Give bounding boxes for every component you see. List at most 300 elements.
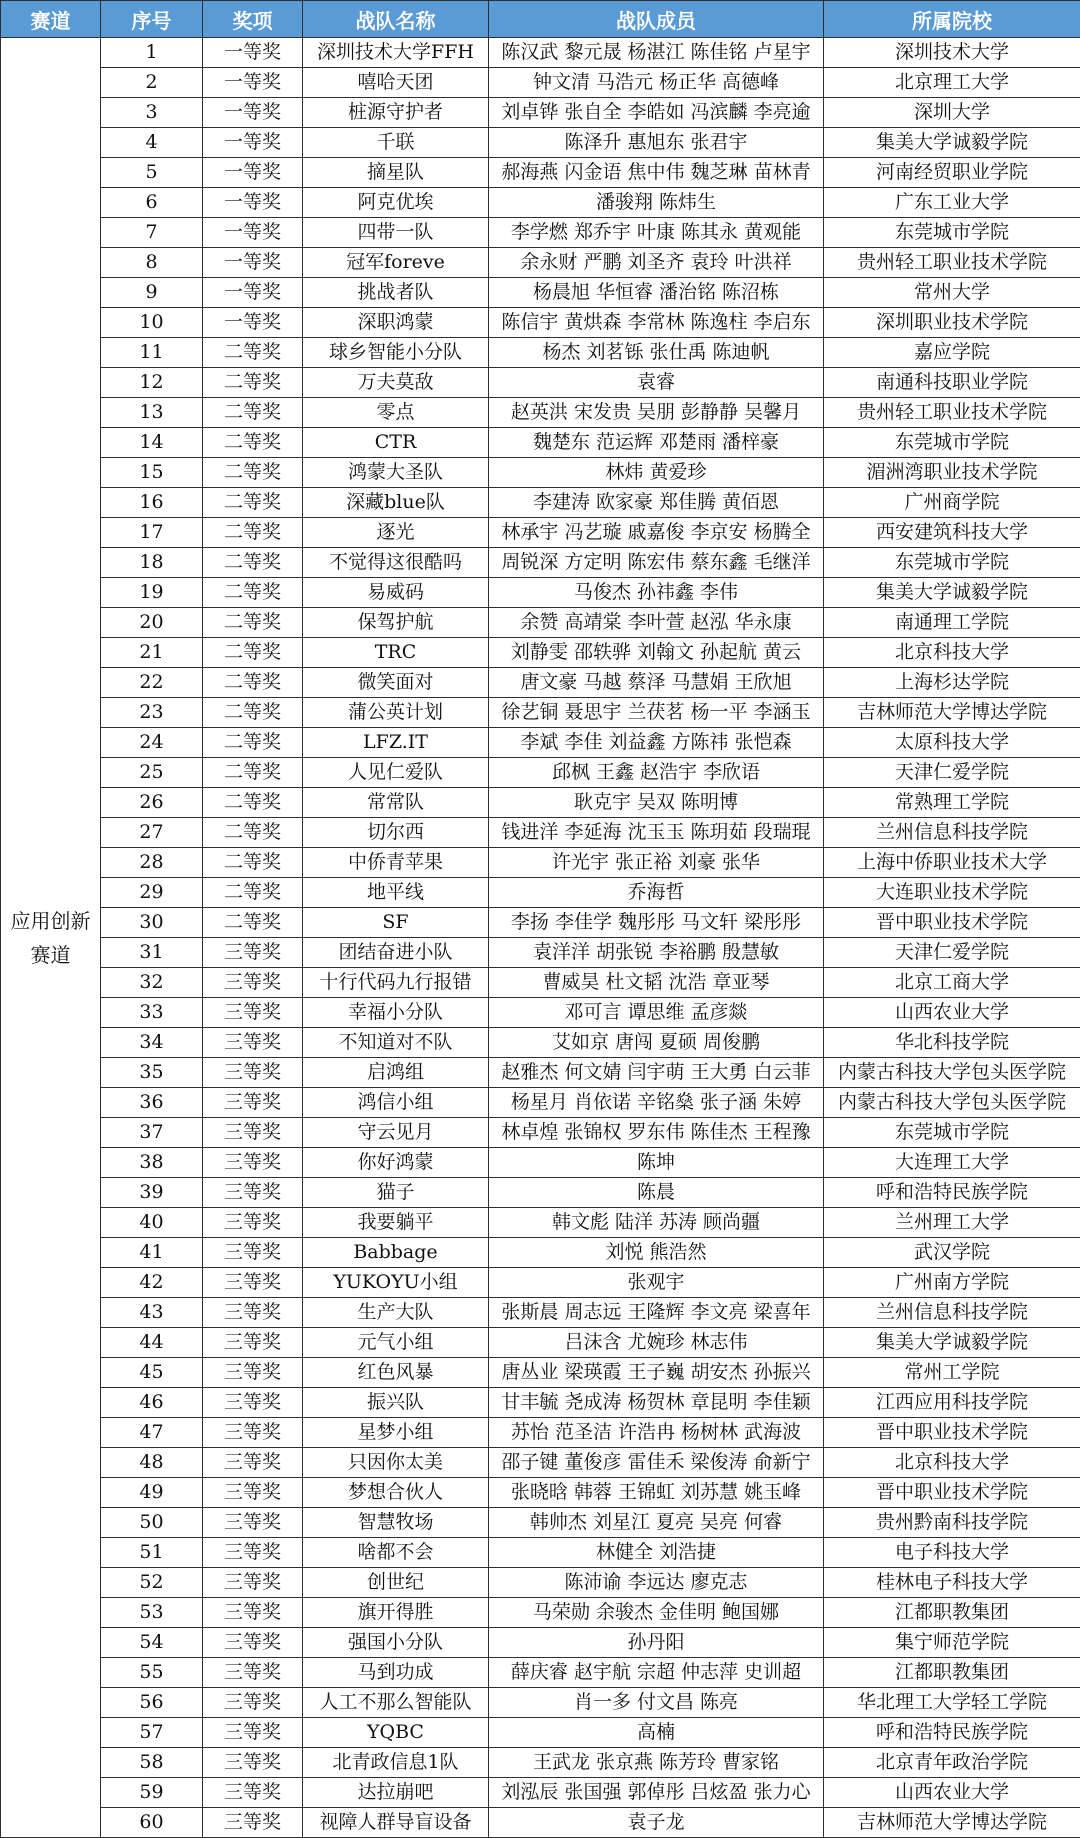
row-award: 三等奖 <box>203 1028 303 1058</box>
table-row <box>1 518 1080 548</box>
row-award: 一等奖 <box>203 278 303 308</box>
table-row <box>1 368 1080 398</box>
row-index: 27 <box>101 818 203 848</box>
row-school: 上海中侨职业技术大学 <box>824 848 1080 878</box>
row-index: 39 <box>101 1178 203 1208</box>
row-award: 二等奖 <box>203 578 303 608</box>
row-award: 二等奖 <box>203 368 303 398</box>
row-team-members: 袁洋洋 胡张锐 李裕鹏 殷慧敏 <box>489 938 824 968</box>
row-award: 三等奖 <box>203 1478 303 1508</box>
row-index: 7 <box>101 218 203 248</box>
table-row <box>1 1058 1080 1088</box>
row-team-members: 周锐深 方定明 陈宏伟 蔡东鑫 毛继洋 <box>489 548 824 578</box>
row-team-members: 马俊杰 孙祎鑫 李伟 <box>489 578 824 608</box>
row-team-name: 切尔西 <box>303 818 489 848</box>
row-team-name: 马到功成 <box>303 1658 489 1688</box>
row-index: 51 <box>101 1538 203 1568</box>
table-row <box>1 458 1080 488</box>
row-team-name: 团结奋进小队 <box>303 938 489 968</box>
table-row <box>1 38 1080 68</box>
row-school: 电子科技大学 <box>824 1538 1080 1568</box>
row-team-name: 蒲公英计划 <box>303 698 489 728</box>
row-index: 24 <box>101 728 203 758</box>
row-team-members: 魏楚东 范运辉 邓楚雨 潘梓豪 <box>489 428 824 458</box>
row-index: 4 <box>101 128 203 158</box>
row-award: 一等奖 <box>203 98 303 128</box>
row-school: 东莞城市学院 <box>824 428 1080 458</box>
row-team-name: 生产大队 <box>303 1298 489 1328</box>
table-row <box>1 818 1080 848</box>
row-index: 28 <box>101 848 203 878</box>
row-school: 太原科技大学 <box>824 728 1080 758</box>
row-team-members: 肖一多 付文昌 陈亮 <box>489 1688 824 1718</box>
row-team-members: 曹威昊 杜文韬 沈浩 章亚琴 <box>489 968 824 998</box>
row-award: 三等奖 <box>203 1238 303 1268</box>
row-school: 集美大学诚毅学院 <box>824 1328 1080 1358</box>
row-index: 49 <box>101 1478 203 1508</box>
row-team-members: 潘骏翔 陈炜生 <box>489 188 824 218</box>
row-award: 二等奖 <box>203 758 303 788</box>
row-school: 江西应用科技学院 <box>824 1388 1080 1418</box>
header-row <box>1 1 1080 38</box>
row-team-members: 陈泽升 惠旭东 张君宇 <box>489 128 824 158</box>
table-row <box>1 248 1080 278</box>
header-award: 奖项 <box>203 1 303 38</box>
row-team-members: 李学燃 郑乔宇 叶康 陈其永 黄观能 <box>489 218 824 248</box>
row-school: 桂林电子科技大学 <box>824 1568 1080 1598</box>
row-award: 一等奖 <box>203 248 303 278</box>
row-award: 三等奖 <box>203 1568 303 1598</box>
row-award: 三等奖 <box>203 938 303 968</box>
row-index: 55 <box>101 1658 203 1688</box>
row-team-members: 苏怡 范圣洁 许浩冉 杨树林 武海波 <box>489 1418 824 1448</box>
row-team-name: 逐光 <box>303 518 489 548</box>
row-school: 华北科技学院 <box>824 1028 1080 1058</box>
row-school: 呼和浩特民族学院 <box>824 1178 1080 1208</box>
row-index: 16 <box>101 488 203 518</box>
row-team-members: 林炜 黄爱珍 <box>489 458 824 488</box>
row-team-name: 鸿信小组 <box>303 1088 489 1118</box>
table-row <box>1 1268 1080 1298</box>
table-row <box>1 638 1080 668</box>
row-award: 三等奖 <box>203 1088 303 1118</box>
row-team-name: 创世纪 <box>303 1568 489 1598</box>
row-award: 二等奖 <box>203 908 303 938</box>
row-team-name: 常常队 <box>303 788 489 818</box>
row-school: 兰州理工大学 <box>824 1208 1080 1238</box>
row-award: 三等奖 <box>203 1208 303 1238</box>
row-school: 深圳大学 <box>824 98 1080 128</box>
table-row <box>1 1718 1080 1748</box>
row-team-name: Babbage <box>303 1238 489 1268</box>
row-team-name: TRC <box>303 638 489 668</box>
row-index: 41 <box>101 1238 203 1268</box>
row-team-members: 李扬 李佳学 魏彤彤 马文轩 梁彤彤 <box>489 908 824 938</box>
row-team-name: 人工不那么智能队 <box>303 1688 489 1718</box>
row-award: 三等奖 <box>203 1748 303 1778</box>
row-award: 三等奖 <box>203 1538 303 1568</box>
row-school: 华北理工大学轻工学院 <box>824 1688 1080 1718</box>
row-team-name: 启鸿组 <box>303 1058 489 1088</box>
row-award: 二等奖 <box>203 698 303 728</box>
row-team-name: 我要躺平 <box>303 1208 489 1238</box>
table-row <box>1 158 1080 188</box>
row-index: 56 <box>101 1688 203 1718</box>
row-index: 37 <box>101 1118 203 1148</box>
table-row <box>1 878 1080 908</box>
row-team-name: 易威码 <box>303 578 489 608</box>
row-team-members: 薛庆睿 赵宇航 宗超 仲志萍 史训超 <box>489 1658 824 1688</box>
row-award: 三等奖 <box>203 1598 303 1628</box>
row-award: 三等奖 <box>203 1388 303 1418</box>
header-team-members: 战队成员 <box>489 1 824 38</box>
table-row <box>1 578 1080 608</box>
row-award: 二等奖 <box>203 638 303 668</box>
table-row <box>1 788 1080 818</box>
row-index: 54 <box>101 1628 203 1658</box>
row-index: 15 <box>101 458 203 488</box>
row-school: 北京青年政治学院 <box>824 1748 1080 1778</box>
table-body <box>1 38 1080 1838</box>
row-award: 三等奖 <box>203 1448 303 1478</box>
table-row <box>1 668 1080 698</box>
row-index: 12 <box>101 368 203 398</box>
table-row <box>1 608 1080 638</box>
table-row <box>1 1508 1080 1538</box>
row-award: 三等奖 <box>203 1688 303 1718</box>
row-award: 二等奖 <box>203 488 303 518</box>
row-team-members: 杨星月 肖依诺 辛铭燊 张子涵 朱婷 <box>489 1088 824 1118</box>
row-school: 天津仁爱学院 <box>824 758 1080 788</box>
row-award: 一等奖 <box>203 38 303 68</box>
row-team-members: 高楠 <box>489 1718 824 1748</box>
row-award: 三等奖 <box>203 1658 303 1688</box>
table-row <box>1 68 1080 98</box>
table-row <box>1 1298 1080 1328</box>
row-team-name: 旗开得胜 <box>303 1598 489 1628</box>
row-team-members: 唐文豪 马越 蔡泽 马慧娟 王欣旭 <box>489 668 824 698</box>
row-award: 三等奖 <box>203 1148 303 1178</box>
row-team-name: 猫子 <box>303 1178 489 1208</box>
row-school: 吉林师范大学博达学院 <box>824 698 1080 728</box>
row-award: 三等奖 <box>203 1328 303 1358</box>
row-index: 32 <box>101 968 203 998</box>
row-award: 三等奖 <box>203 1058 303 1088</box>
row-team-name: 人见仁爱队 <box>303 758 489 788</box>
row-team-name: 万夫莫敌 <box>303 368 489 398</box>
table-row <box>1 728 1080 758</box>
row-team-name: 中侨青苹果 <box>303 848 489 878</box>
row-school: 集宁师范学院 <box>824 1628 1080 1658</box>
row-school: 天津仁爱学院 <box>824 938 1080 968</box>
row-index: 38 <box>101 1148 203 1178</box>
row-team-members: 唐丛业 梁瑛霞 王子巍 胡安杰 孙振兴 <box>489 1358 824 1388</box>
row-school: 晋中职业技术学院 <box>824 1478 1080 1508</box>
row-index: 60 <box>101 1808 203 1838</box>
row-team-members: 陈坤 <box>489 1148 824 1178</box>
row-index: 5 <box>101 158 203 188</box>
row-team-name: 强国小分队 <box>303 1628 489 1658</box>
row-index: 47 <box>101 1418 203 1448</box>
table-row <box>1 488 1080 518</box>
row-team-name: 保驾护航 <box>303 608 489 638</box>
row-award: 一等奖 <box>203 188 303 218</box>
row-team-members: 赵雅杰 何文婧 闫宇萌 王大勇 白云菲 <box>489 1058 824 1088</box>
row-school: 湄洲湾职业技术学院 <box>824 458 1080 488</box>
row-school: 河南经贸职业学院 <box>824 158 1080 188</box>
row-team-name: YUKOYU小组 <box>303 1268 489 1298</box>
row-team-name: 零点 <box>303 398 489 428</box>
table-row <box>1 1568 1080 1598</box>
row-team-members: 林健全 刘浩捷 <box>489 1538 824 1568</box>
row-index: 26 <box>101 788 203 818</box>
row-team-members: 刘悦 熊浩然 <box>489 1238 824 1268</box>
row-team-name: 深藏blue队 <box>303 488 489 518</box>
row-team-members: 赵英洪 宋发贵 吴朋 彭静静 吴馨月 <box>489 398 824 428</box>
row-team-name: 达拉崩吧 <box>303 1778 489 1808</box>
table-row <box>1 908 1080 938</box>
table-row <box>1 338 1080 368</box>
row-team-name: 元气小组 <box>303 1328 489 1358</box>
row-team-members: 刘卓铧 张自全 李皓如 冯滨麟 李亮逾 <box>489 98 824 128</box>
row-team-members: 乔海哲 <box>489 878 824 908</box>
row-index: 44 <box>101 1328 203 1358</box>
row-team-members: 邵子键 董俊彦 雷佳禾 梁俊涛 俞新宁 <box>489 1448 824 1478</box>
table-row <box>1 1448 1080 1478</box>
row-award: 二等奖 <box>203 848 303 878</box>
row-index: 25 <box>101 758 203 788</box>
row-school: 东莞城市学院 <box>824 548 1080 578</box>
row-award: 三等奖 <box>203 1808 303 1838</box>
row-team-members: 陈汉武 黎元晟 杨湛江 陈佳铭 卢星宇 <box>489 38 824 68</box>
track-cell: 应用创新赛道 <box>1 38 101 1838</box>
row-index: 11 <box>101 338 203 368</box>
row-team-members: 杨晨旭 华恒睿 潘治铭 陈沼栋 <box>489 278 824 308</box>
row-index: 8 <box>101 248 203 278</box>
row-award: 二等奖 <box>203 518 303 548</box>
row-award: 二等奖 <box>203 548 303 578</box>
row-team-name: 你好鸿蒙 <box>303 1148 489 1178</box>
row-award: 三等奖 <box>203 968 303 998</box>
table-row <box>1 1658 1080 1688</box>
row-school: 东莞城市学院 <box>824 218 1080 248</box>
row-index: 6 <box>101 188 203 218</box>
row-award: 三等奖 <box>203 1628 303 1658</box>
row-index: 42 <box>101 1268 203 1298</box>
table-row <box>1 1418 1080 1448</box>
row-team-name: LFZ.IT <box>303 728 489 758</box>
table-row <box>1 1808 1080 1838</box>
table-row <box>1 1688 1080 1718</box>
row-index: 23 <box>101 698 203 728</box>
row-school: 北京工商大学 <box>824 968 1080 998</box>
table-row <box>1 998 1080 1028</box>
row-school: 集美大学诚毅学院 <box>824 128 1080 158</box>
row-award: 三等奖 <box>203 1298 303 1328</box>
row-index: 43 <box>101 1298 203 1328</box>
header-track: 赛道 <box>1 1 101 38</box>
row-index: 36 <box>101 1088 203 1118</box>
row-team-name: 阿克优埃 <box>303 188 489 218</box>
row-award: 一等奖 <box>203 128 303 158</box>
row-award: 三等奖 <box>203 1778 303 1808</box>
row-school: 呼和浩特民族学院 <box>824 1718 1080 1748</box>
row-award: 二等奖 <box>203 608 303 638</box>
table-row <box>1 848 1080 878</box>
table-row <box>1 278 1080 308</box>
row-award: 三等奖 <box>203 1418 303 1448</box>
table-row <box>1 1088 1080 1118</box>
row-school: 嘉应学院 <box>824 338 1080 368</box>
row-school: 山西农业大学 <box>824 998 1080 1028</box>
row-team-members: 林承宇 冯艺璇 戚嘉俊 李京安 杨腾全 <box>489 518 824 548</box>
row-award: 一等奖 <box>203 68 303 98</box>
row-team-members: 郝海燕 闪金语 焦中伟 魏芝琳 苗林青 <box>489 158 824 188</box>
row-index: 14 <box>101 428 203 458</box>
row-team-name: 星梦小组 <box>303 1418 489 1448</box>
table-row <box>1 938 1080 968</box>
row-team-members: 邓可言 谭思维 孟彦燚 <box>489 998 824 1028</box>
row-team-name: 守云见月 <box>303 1118 489 1148</box>
row-team-name: 振兴队 <box>303 1388 489 1418</box>
row-team-members: 李建涛 欧家豪 郑佳腾 黄佰恩 <box>489 488 824 518</box>
row-award: 二等奖 <box>203 788 303 818</box>
row-index: 58 <box>101 1748 203 1778</box>
table-row <box>1 758 1080 788</box>
row-school: 广州商学院 <box>824 488 1080 518</box>
row-team-members: 钟文清 马浩元 杨正华 高德峰 <box>489 68 824 98</box>
row-index: 33 <box>101 998 203 1028</box>
row-index: 22 <box>101 668 203 698</box>
row-award: 一等奖 <box>203 158 303 188</box>
row-index: 3 <box>101 98 203 128</box>
row-team-members: 陈信宇 黄烘森 李常林 陈逸柱 李启东 <box>489 308 824 338</box>
row-team-members: 林卓煌 张锦权 罗东伟 陈佳杰 王程豫 <box>489 1118 824 1148</box>
row-team-name: 视障人群导盲设备 <box>303 1808 489 1838</box>
row-team-members: 刘泓辰 张国强 郭倬彤 吕炫盈 张力心 <box>489 1778 824 1808</box>
row-school: 常州工学院 <box>824 1358 1080 1388</box>
row-team-members: 邱枫 王鑫 赵浩宇 李欣语 <box>489 758 824 788</box>
row-team-name: 挑战者队 <box>303 278 489 308</box>
row-team-name: 十行代码九行报错 <box>303 968 489 998</box>
row-index: 53 <box>101 1598 203 1628</box>
row-index: 21 <box>101 638 203 668</box>
row-school: 内蒙古科技大学包头医学院 <box>824 1058 1080 1088</box>
row-award: 三等奖 <box>203 1358 303 1388</box>
row-school: 兰州信息科技学院 <box>824 818 1080 848</box>
row-school: 晋中职业技术学院 <box>824 1418 1080 1448</box>
row-team-members: 袁睿 <box>489 368 824 398</box>
table-row <box>1 308 1080 338</box>
row-award: 三等奖 <box>203 1718 303 1748</box>
table-row <box>1 1358 1080 1388</box>
row-index: 34 <box>101 1028 203 1058</box>
row-team-members: 马荣勋 余骏杰 金佳明 鲍国娜 <box>489 1598 824 1628</box>
row-award: 三等奖 <box>203 1118 303 1148</box>
row-team-name: 不知道对不队 <box>303 1028 489 1058</box>
row-index: 20 <box>101 608 203 638</box>
table-row <box>1 398 1080 428</box>
row-school: 贵州轻工职业技术学院 <box>824 248 1080 278</box>
table-row <box>1 1328 1080 1358</box>
row-school: 东莞城市学院 <box>824 1118 1080 1148</box>
row-school: 常熟理工学院 <box>824 788 1080 818</box>
row-team-members: 张晓晗 韩蓉 王锦虹 刘苏慧 姚玉峰 <box>489 1478 824 1508</box>
table-row <box>1 1538 1080 1568</box>
row-index: 1 <box>101 38 203 68</box>
row-index: 9 <box>101 278 203 308</box>
row-index: 50 <box>101 1508 203 1538</box>
table-row <box>1 1178 1080 1208</box>
row-school: 常州大学 <box>824 278 1080 308</box>
row-school: 北京科技大学 <box>824 638 1080 668</box>
row-school: 广州南方学院 <box>824 1268 1080 1298</box>
row-school: 贵州黔南科技学院 <box>824 1508 1080 1538</box>
row-school: 晋中职业技术学院 <box>824 908 1080 938</box>
row-index: 30 <box>101 908 203 938</box>
row-team-members: 陈晨 <box>489 1178 824 1208</box>
row-team-name: 桩源守护者 <box>303 98 489 128</box>
row-award: 二等奖 <box>203 818 303 848</box>
row-team-name: 地平线 <box>303 878 489 908</box>
row-team-name: 红色风暴 <box>303 1358 489 1388</box>
row-team-name: 嘻哈天团 <box>303 68 489 98</box>
row-award: 三等奖 <box>203 1268 303 1298</box>
row-school: 集美大学诚毅学院 <box>824 578 1080 608</box>
row-index: 57 <box>101 1718 203 1748</box>
row-team-name: SF <box>303 908 489 938</box>
row-school: 上海杉达学院 <box>824 668 1080 698</box>
row-school: 北京科技大学 <box>824 1448 1080 1478</box>
row-award: 二等奖 <box>203 428 303 458</box>
row-school: 山西农业大学 <box>824 1778 1080 1808</box>
row-team-name: 梦想合伙人 <box>303 1478 489 1508</box>
row-index: 13 <box>101 398 203 428</box>
table-row <box>1 188 1080 218</box>
row-award: 二等奖 <box>203 668 303 698</box>
row-team-name: 千联 <box>303 128 489 158</box>
row-team-members: 孙丹阳 <box>489 1628 824 1658</box>
table-row <box>1 1748 1080 1778</box>
row-team-members: 许光宇 张正裕 刘豪 张华 <box>489 848 824 878</box>
row-team-members: 张斯晨 周志远 王隆辉 李文亮 梁喜年 <box>489 1298 824 1328</box>
row-school: 南通科技职业学院 <box>824 368 1080 398</box>
row-team-members: 徐艺铜 聂思宇 兰茯茗 杨一平 李涵玉 <box>489 698 824 728</box>
row-school: 大连理工大学 <box>824 1148 1080 1178</box>
row-team-members: 袁子龙 <box>489 1808 824 1838</box>
row-school: 西安建筑科技大学 <box>824 518 1080 548</box>
table-row <box>1 1388 1080 1418</box>
table-row <box>1 548 1080 578</box>
row-school: 江都职教集团 <box>824 1658 1080 1688</box>
row-school: 兰州信息科技学院 <box>824 1298 1080 1328</box>
row-index: 59 <box>101 1778 203 1808</box>
table-row <box>1 98 1080 128</box>
table-row <box>1 428 1080 458</box>
table-row <box>1 218 1080 248</box>
row-team-members: 耿克宇 吴双 陈明博 <box>489 788 824 818</box>
header-index: 序号 <box>101 1 203 38</box>
row-school: 内蒙古科技大学包头医学院 <box>824 1088 1080 1118</box>
row-school: 南通理工学院 <box>824 608 1080 638</box>
row-school: 广东工业大学 <box>824 188 1080 218</box>
row-team-name: 鸿蒙大圣队 <box>303 458 489 488</box>
row-team-members: 杨杰 刘茗铄 张仕禹 陈迪帆 <box>489 338 824 368</box>
table-row <box>1 1208 1080 1238</box>
row-index: 52 <box>101 1568 203 1598</box>
row-index: 2 <box>101 68 203 98</box>
row-school: 大连职业技术学院 <box>824 878 1080 908</box>
